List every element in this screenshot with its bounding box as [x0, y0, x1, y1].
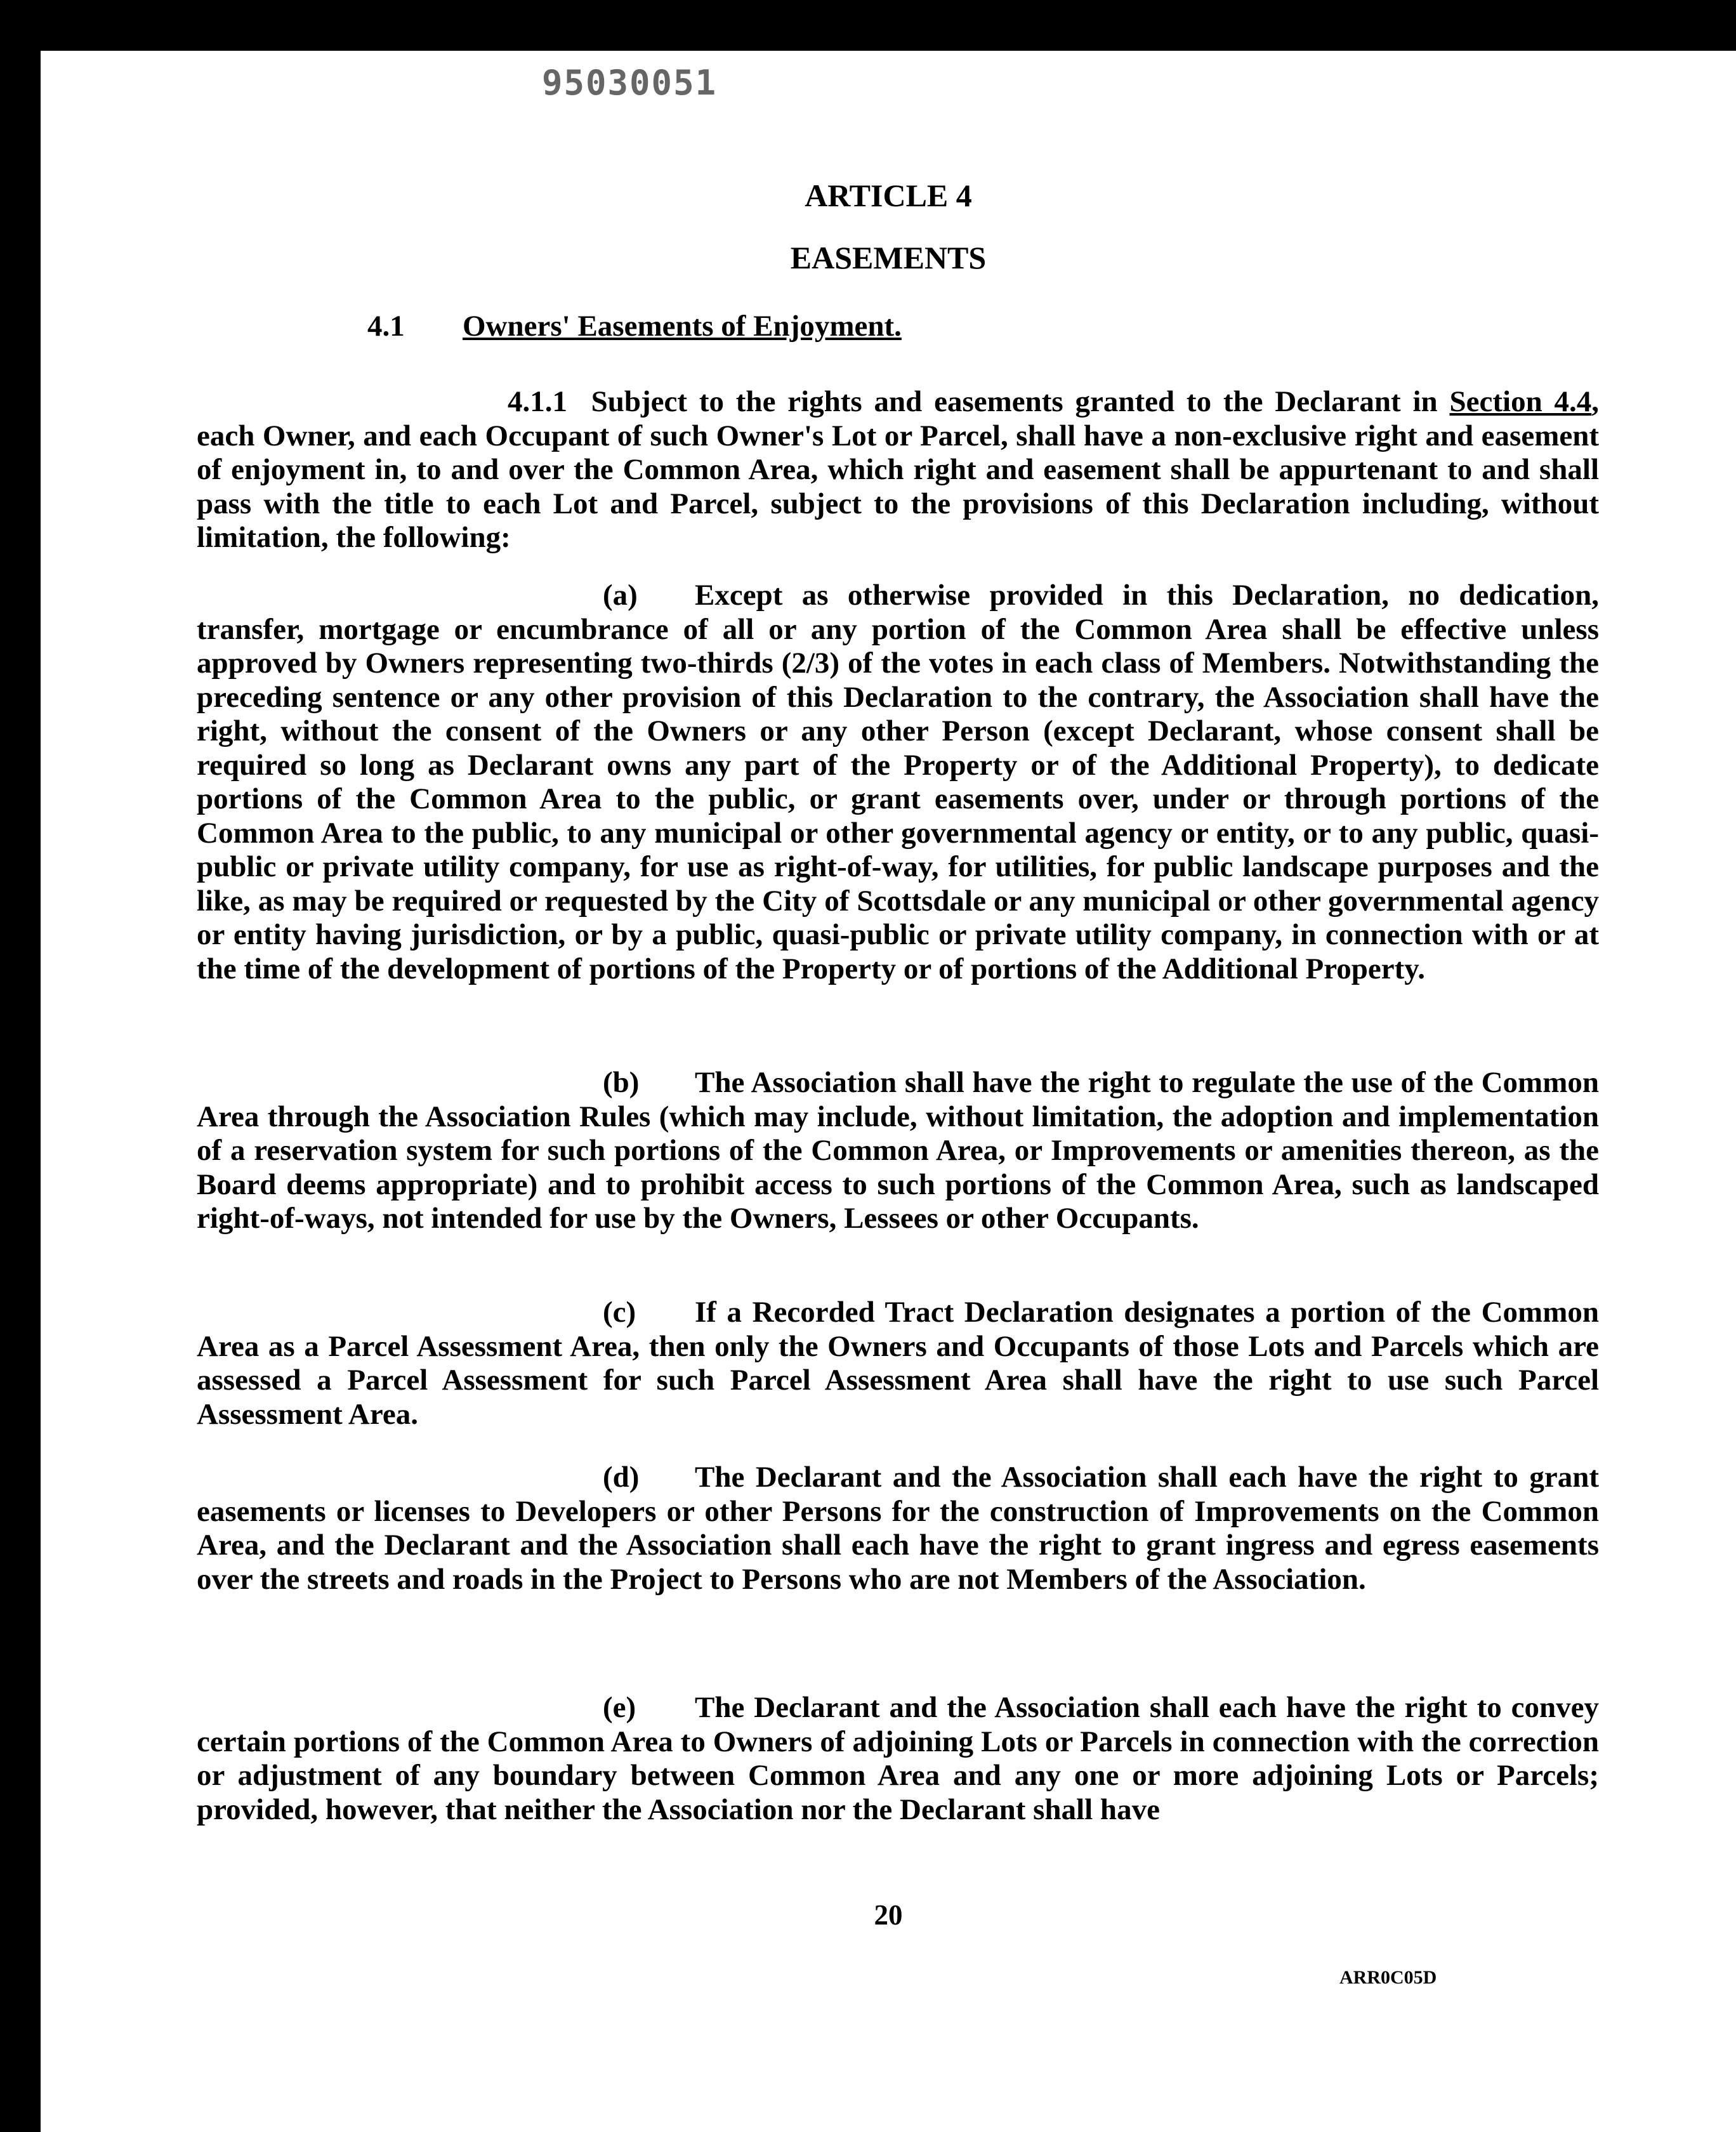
- paragraph-a: [197, 579, 1599, 986]
- article-heading: ARTICLE 4: [805, 178, 972, 213]
- item-label: (c): [603, 1296, 636, 1329]
- paragraph-c: [197, 1296, 1599, 1431]
- item-label: (b): [603, 1066, 640, 1099]
- paragraph-d: [197, 1461, 1599, 1596]
- item-label: (d): [603, 1461, 640, 1494]
- section-heading: [367, 310, 902, 344]
- section-title: Owners' Easements of Enjoyment.: [463, 310, 902, 343]
- subsection-text-end: , each Owner, and each Occupant of such Owner's Lot or Parcel, shall have a non-exclusive right and easement of enjoyment in, to and over the Common Area, which right and easement shall be appurtenant to and shall pass with the title to each Lot and Parcel, subject to the provisions of this Declaration including, without limitation, the following:: [197, 385, 1600, 554]
- item-label: (a): [603, 579, 638, 612]
- subsection-number: 4.1.1: [508, 385, 567, 418]
- page-number: 20: [874, 1899, 903, 1931]
- paragraph-b: [197, 1066, 1599, 1236]
- item-label: (e): [603, 1691, 636, 1724]
- item-text: Except as otherwise provided in this Declaration, no dedication, transfer, mortgage or encumbrance of all or any portion of the Common Area shall be effective unless approved by Owners representing two-thirds (2/3) of the votes in each class of Members. Notwithstanding the preceding sentence or any other provision of this Declaration to the contrary, the Association shall have the right, without the consent of the Owners or any other Person (except Declarant, whose consent shall be required so long as Declarant owns any part of the Property or of the Additional Property), to dedicate portions of the Common Area to the public, or grant easements over, under or through portions of the Common Area to the public, to any municipal or other governmental agency or entity, or to any public, quasi-public or private utility company, for use as right-of-way, for utilities, for public landscape purposes and the like, as may be required or requested by the City of Scottsdale or any municipal or other governmental agency or entity having jurisdiction, or by a public, quasi-public or private utility company, in connection with or at the time of the development of portions of the Property or of portions of the Additional Property.: [197, 579, 1599, 985]
- document-page: [41, 51, 1736, 2132]
- recording-stamp: 95030051: [542, 63, 718, 103]
- article-title: EASEMENTS: [790, 240, 987, 275]
- item-text: The Association shall have the right to regulate the use of the Common Area through the Association Rules (which may include, without limitation, the adoption and implementation of a reservation system for such portions of the Common Area, or Improvements or amenities thereon, as the Board deems appropriate) and to prohibit access to such portions of the Common Area, such as landscaped right-of-ways, not intended for use by the Owners, Lessees or other Occupants.: [197, 1066, 1599, 1235]
- section-number: 4.1: [367, 310, 405, 343]
- item-text: The Declarant and the Association shall each have the right to convey certain portions of the Common Area to Owners of adjoining Lots or Parcels in connection with the correction or adjustment of any boundary between Common Area and any one or more adjoining Lots or Parcels; provided, however, that neither the Association nor the Declarant shall have: [197, 1691, 1599, 1826]
- item-text: If a Recorded Tract Declaration designates a portion of the Common Area as a Parcel Assessment Area, then only the Owners and Occupants of those Lots and Parcels which are assessed a Parcel Assessment for such Parcel Assessment Area shall have the right to use such Parcel Assessment Area.: [197, 1296, 1599, 1431]
- document-code: ARR0C05D: [1339, 1967, 1437, 1988]
- subsection-text-start: Subject to the rights and easements granted to the Declarant in: [591, 385, 1450, 418]
- section-reference: Section 4.4: [1449, 385, 1592, 418]
- paragraph-4-1-1: [197, 385, 1599, 555]
- item-text: The Declarant and the Association shall each have the right to grant easements or licenses to Developers or other Persons for the construction of Improvements on the Common Area, and the Declarant and the Association shall each have the right to grant ingress and egress easements over the streets and roads in the Project to Persons who are not Members of the Association.: [197, 1461, 1599, 1596]
- paragraph-e: [197, 1691, 1599, 1827]
